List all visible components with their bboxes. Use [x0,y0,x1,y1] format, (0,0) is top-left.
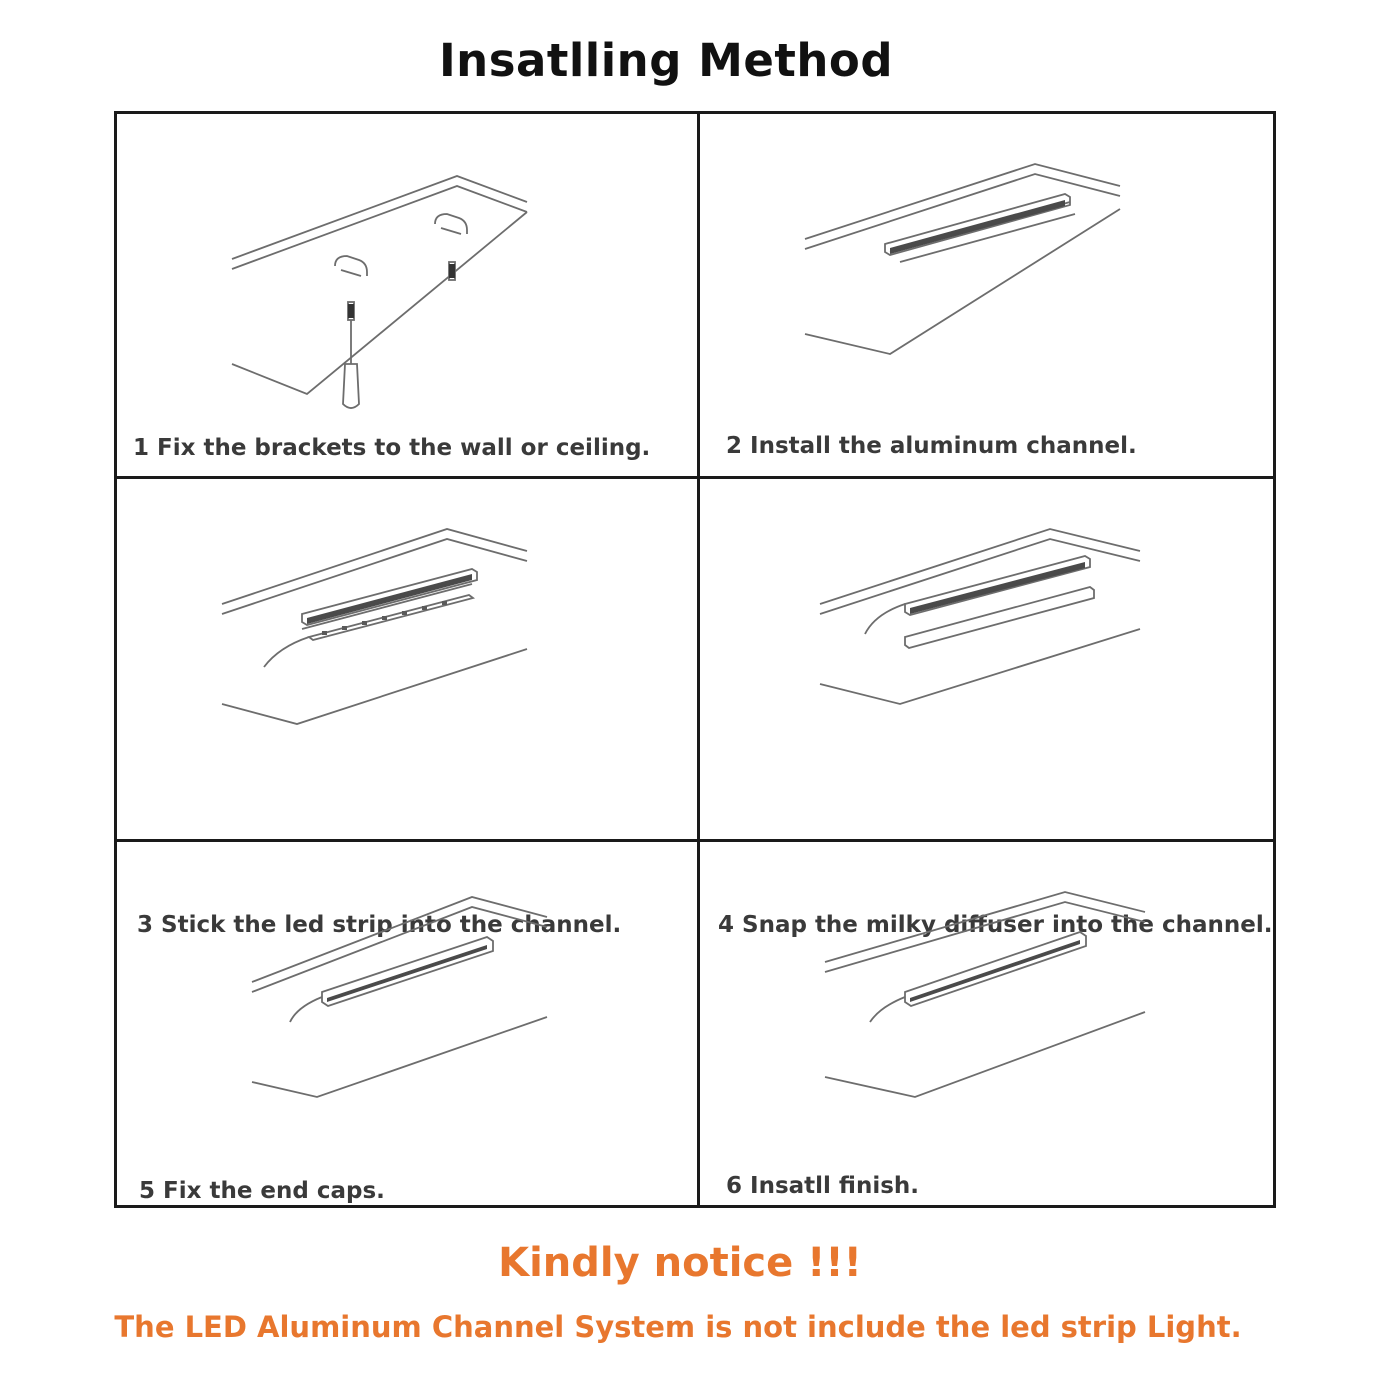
notice-text: The LED Aluminum Channel System is not include the led strip Light. [114,1310,1242,1344]
step-5-illustration [117,842,697,1208]
step-3-caption: 3 Stick the led strip into the channel. [137,912,622,938]
step-3-illustration [117,479,697,839]
step-4-caption: 4 Snap the milky diffuser into the channel. [718,912,1273,938]
step-2-illustration [700,114,1277,476]
step-1-panel [117,114,697,476]
notice-heading: Kindly notice !!! [498,1240,862,1286]
steps-grid [114,111,1276,1208]
step-4-illustration [700,479,1277,839]
step-1-illustration [117,114,697,476]
page-title: Insatlling Method [438,34,894,87]
step-3-panel [117,479,697,938]
step-6-panel [700,842,1277,1208]
step-1-caption: 1 Fix the brackets to the wall or ceiling. [133,435,651,461]
step-5-caption: 5 Fix the end caps. [139,1178,385,1204]
step-6-caption: 6 Insatll finish. [726,1173,920,1199]
step-4-panel [700,479,1277,938]
step-2-panel [700,114,1277,476]
step-5-panel [117,842,697,1208]
step-6-illustration [700,842,1277,1208]
step-2-caption: 2 Install the aluminum channel. [726,433,1137,459]
